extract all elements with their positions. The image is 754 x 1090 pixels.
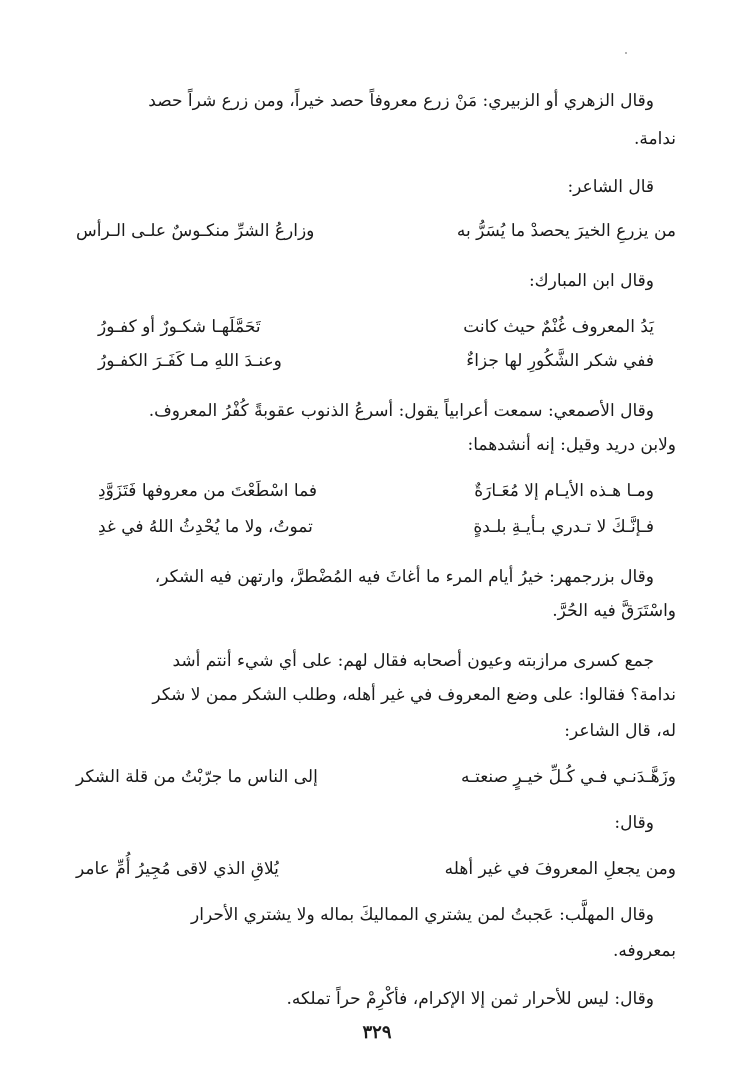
text-line: وقال الزهري أو الزبيري: مَنْ زرع معروفاً حصد خيراً، ومن زرع شراً حصد: [148, 91, 654, 111]
text-line: واسْتَرَقَّ فيه الحُرَّ.: [552, 601, 676, 621]
text-line: ندامة.: [633, 129, 676, 149]
text-line: ولابن دريد وقيل: إنه أنشدهما:: [467, 435, 676, 455]
text-line: جمع كسرى مرازبته وعيون أصحابه فقال لهم: على أي شيء أنتم أشد: [172, 651, 654, 671]
text-line: وقال: ليس للأحرار ثمن إلا الإكرام، فأكْرِمْ حراً تملكه.: [286, 989, 654, 1009]
verse-hemistich-second: فما اسْطَعْتَ من معروفها فَتَزَوَّدِ: [98, 481, 318, 501]
text-line: وقال ابن المبارك:: [528, 271, 654, 291]
verse-hemistich-first: وزَهَّـدَنـي فـي كُـلِّ خيـرٍ صنعتـه: [461, 767, 676, 787]
verse-hemistich-first: يَدُ المعروف غُنْمٌ حيث كانت: [463, 317, 654, 337]
speck-mark: [625, 52, 627, 54]
verse-hemistich-first: ومـا هـذه الأيـام إلا مُعَـارَةٌ: [474, 481, 654, 501]
verse-line: [76, 510, 676, 544]
text-line: وقال:: [614, 813, 654, 833]
verse-line: [76, 214, 676, 248]
text-line: له، قال الشاعر:: [564, 721, 676, 741]
verse-line: [76, 344, 676, 378]
verse-hemistich-second: يُلاقِ الذي لاقى مُجِيرُ أُمِّ عامر: [76, 859, 279, 879]
text-line: وقال المهلَّب: عَجبتُ لمن يشتري المماليكَ بماله ولا يشتري الأحرار: [191, 905, 654, 925]
verse-hemistich-second: إلى الناس ما جرّبْتُ من قلة الشكر: [76, 767, 318, 787]
verse-hemistich-second: وعنـدَ اللهِ مـا كَفَـرَ الكفـورُ: [98, 351, 282, 371]
verse-hemistich-first: ففي شكر الشَّكُورِ لها جزاءٌ: [466, 351, 654, 371]
verse-hemistich-second: وزارعُ الشرِّ منكـوسٌ علـى الـرأس: [76, 221, 315, 241]
page-number: ٣٢٩: [362, 1022, 392, 1043]
verse-hemistich-first: من يزرعِ الخيرَ يحصدْ ما يُسَرُّ به: [456, 221, 676, 241]
text-line: بمعروفه.: [613, 941, 676, 961]
verse-line: [76, 760, 676, 794]
verse-hemistich-second: تَحَمَّلَهـا شكـورٌ أو كفـورُ: [98, 317, 261, 337]
text-line: وقال الأصمعي: سمعت أعرابياً يقول: أسرعُ الذنوب عقوبةً كُفْرُ المعروف.: [148, 401, 654, 421]
text-line: قال الشاعر:: [567, 177, 654, 197]
verse-hemistich-second: تموتُ، ولا ما يُحْدِثُ اللهُ في غدِ: [98, 517, 313, 537]
verse-line: [76, 852, 676, 886]
verse-hemistich-first: فـإنَّـكَ لا تـدري بـأيـةِ بلـدةٍ: [473, 517, 654, 537]
verse-line: [76, 310, 676, 344]
text-line: وقال بزرجمهر: خيرُ أيام المرء ما أغاثَ فيه المُضْطرَّ، وارتهن فيه الشكر،: [154, 567, 654, 587]
text-line: ندامة؟ فقالوا: على وضع المعروف في غير أهله، وطلب الشكر ممن لا شكر: [152, 685, 676, 705]
verse-line: [76, 474, 676, 508]
verse-hemistich-first: ومن يجعلِ المعروفَ في غير أهله: [444, 859, 676, 879]
